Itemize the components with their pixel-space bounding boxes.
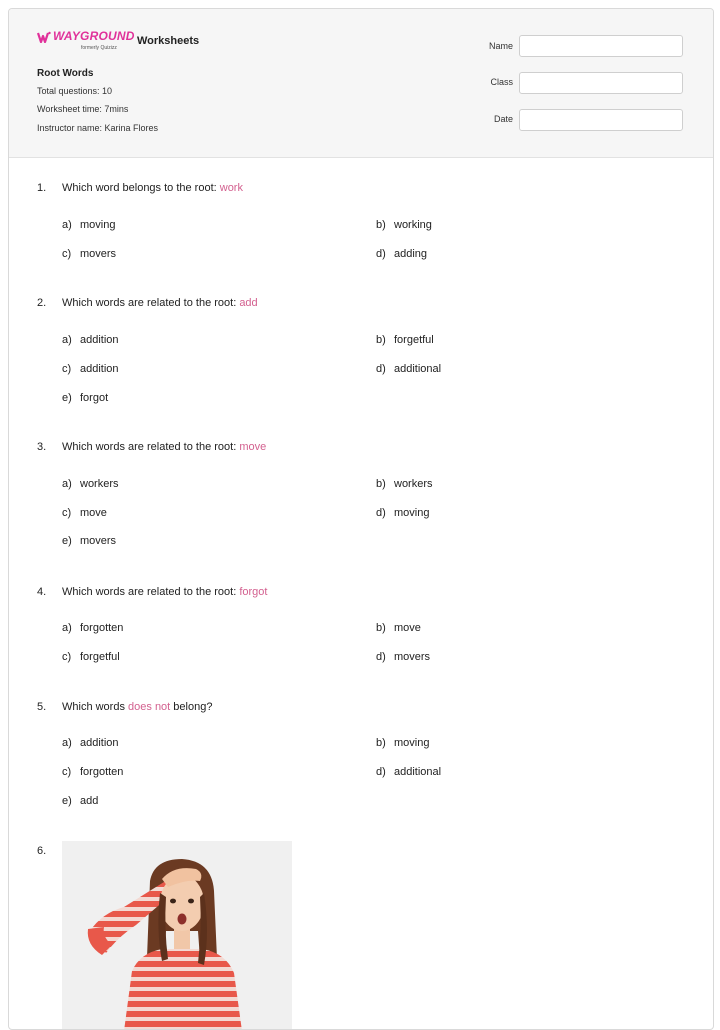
logo-mark-icon <box>37 31 51 43</box>
question-number: 4. <box>37 586 47 598</box>
wayground-logo <box>37 29 133 57</box>
question-number: 6. <box>37 845 47 857</box>
option: b) working <box>376 219 432 231</box>
option: d) moving <box>376 507 430 519</box>
option: c) move <box>62 507 107 519</box>
total-questions: Total questions: 10 <box>37 86 113 96</box>
question-number: 5. <box>37 701 47 713</box>
question-number: 2. <box>37 297 47 309</box>
question-text: Which words are related to the root: forgot <box>62 586 268 598</box>
surprised-woman-illustration <box>62 841 292 1030</box>
logo-text: WAYGROUND <box>53 29 135 43</box>
surprised-woman-image <box>62 841 292 1030</box>
option: e) movers <box>62 535 117 547</box>
question-text: Which words are related to the root: add <box>62 297 258 309</box>
option: c) movers <box>62 248 117 260</box>
class-label: Class <box>490 77 513 87</box>
option: c) addition <box>62 363 119 375</box>
name-field[interactable] <box>519 35 683 57</box>
option: a) addition <box>62 334 119 346</box>
question-highlight: move <box>239 441 267 453</box>
date-label: Date <box>493 114 513 124</box>
question-number: 3. <box>37 441 47 453</box>
option: a) workers <box>62 478 119 490</box>
worksheet-time: Worksheet time: 7mins <box>37 104 129 114</box>
logo-subtitle: formerly Quizizz <box>81 45 117 51</box>
option: d) movers <box>376 651 431 663</box>
name-label: Name <box>488 41 513 51</box>
question-highlight: work <box>219 182 243 194</box>
option: b) forgetful <box>376 334 434 346</box>
option: d) additional <box>376 766 442 778</box>
option: c) forgetful <box>62 651 120 663</box>
class-field[interactable] <box>519 72 683 94</box>
option: b) move <box>376 622 421 634</box>
option: b) workers <box>376 478 433 490</box>
option: a) forgotten <box>62 622 124 634</box>
option: d) adding <box>376 248 428 260</box>
question-number: 1. <box>37 182 47 194</box>
worksheet-page <box>8 8 714 1030</box>
option: a) addition <box>62 737 119 749</box>
option: c) forgotten <box>62 766 124 778</box>
option: d) additional <box>376 363 442 375</box>
question-highlight: does not <box>128 701 171 713</box>
worksheet-header <box>9 9 713 158</box>
question-text: Which word belongs to the root: work <box>62 182 243 194</box>
question-text: Which words are related to the root: move <box>62 441 267 453</box>
question-highlight: add <box>239 297 258 309</box>
app-name: Worksheets <box>137 35 200 47</box>
option: e) forgot <box>62 392 109 404</box>
question-highlight: forgot <box>239 586 268 598</box>
option: b) moving <box>376 737 430 749</box>
instructor-name: Instructor name: Karina Flores <box>37 123 159 133</box>
option: e) add <box>62 795 99 807</box>
question-text: Which words does not belong? <box>62 701 213 713</box>
option: a) moving <box>62 219 116 231</box>
date-field[interactable] <box>519 109 683 131</box>
worksheet-title: Root Words <box>37 68 94 79</box>
